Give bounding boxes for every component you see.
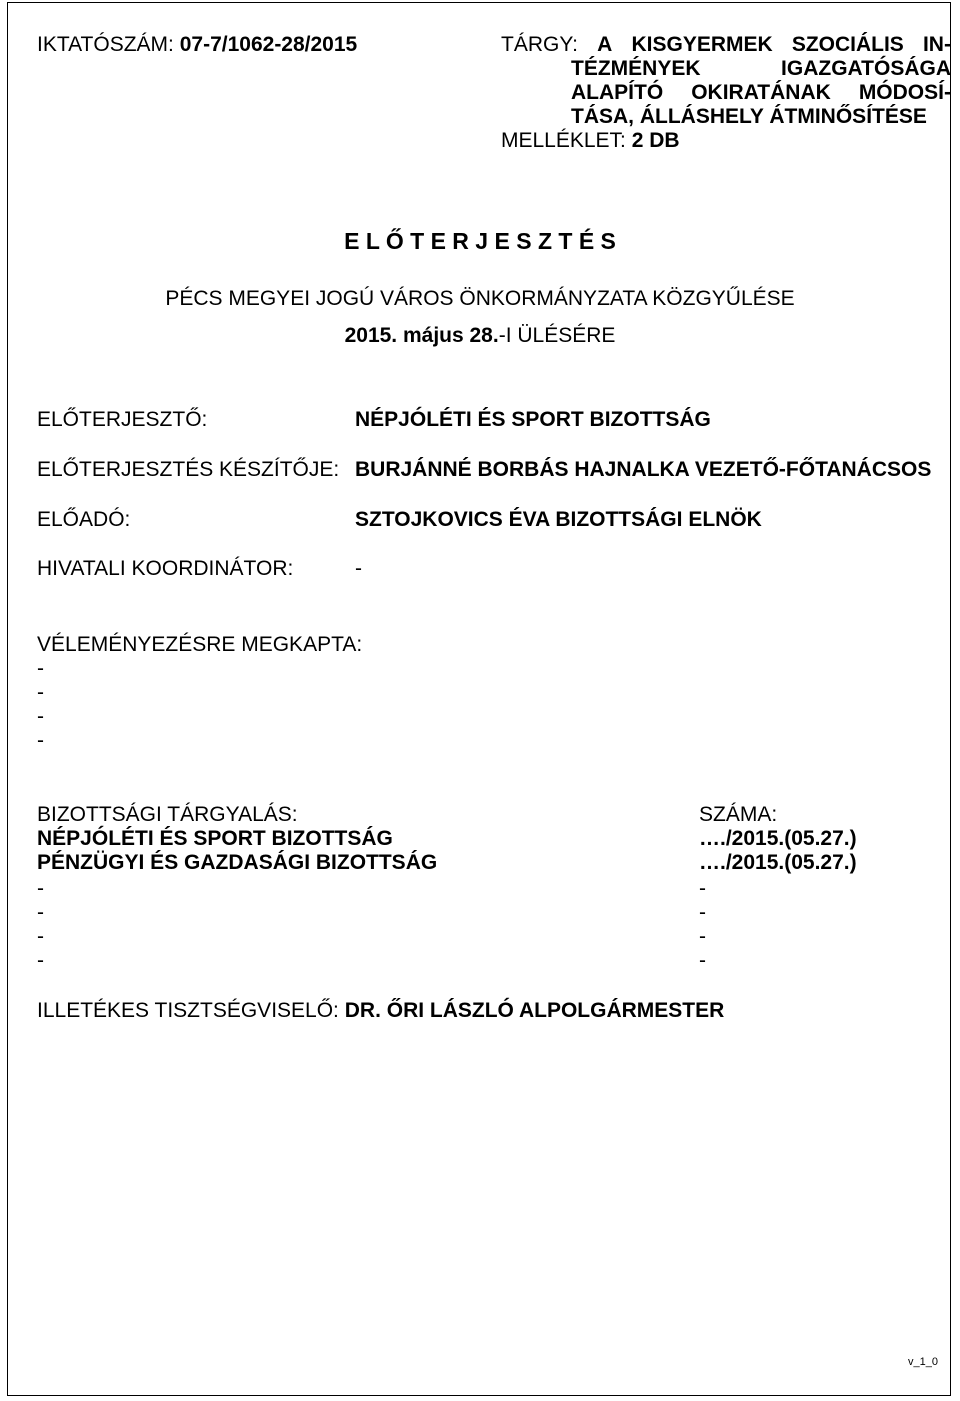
- version-label: v_1_0: [908, 1356, 938, 1368]
- subject-word: KISGYERMEK: [631, 33, 773, 56]
- committee-row-number: …./2015.(05.27.): [699, 827, 857, 850]
- preparer-label: ELŐTERJESZTÉS KÉSZÍTŐJE:: [37, 458, 340, 481]
- session-suffix: -I ÜLÉSÉRE: [498, 324, 616, 347]
- subject-word: ALAPÍTÓ: [571, 81, 664, 104]
- committee-row-number: -: [699, 877, 706, 900]
- coordinator-value: -: [355, 557, 362, 580]
- registry-line: [37, 33, 357, 57]
- document-title: E L Ő T E R J E S Z T É S: [344, 228, 616, 254]
- committee-label: BIZOTTSÁGI TÁRGYALÁS:: [37, 803, 298, 826]
- committee-row-number: -: [699, 925, 706, 948]
- subject-line-1: [501, 33, 951, 57]
- subject-word: SZOCIÁLIS: [791, 33, 904, 56]
- document-frame: [7, 2, 951, 1396]
- speaker-value: SZTOJKOVICS ÉVA BIZOTTSÁGI ELNÖK: [355, 508, 762, 531]
- assembly-name: PÉCS MEGYEI JOGÚ VÁROS ÖNKORMÁNYZATA KÖZGYŰLÉSE: [165, 287, 795, 310]
- committee-row-name: NÉPJÓLÉTI ÉS SPORT BIZOTTSÁG: [37, 827, 393, 850]
- registry-number: 07-7/1062-28/2015: [179, 33, 358, 56]
- registry-label: IKTATÓSZÁM:: [37, 33, 174, 56]
- review-item: -: [37, 729, 44, 752]
- official-value: DR. ŐRI LÁSZLÓ ALPOLGÁRMESTER: [344, 999, 725, 1022]
- subject-word: MÓDOSÍ-: [858, 81, 951, 104]
- subject-block: [501, 33, 951, 153]
- committee-row-name: PÉNZÜGYI ÉS GAZDASÁGI BIZOTTSÁG: [37, 851, 438, 874]
- subject-word: IN-: [922, 33, 951, 56]
- coordinator-label: HIVATALI KOORDINÁTOR:: [37, 557, 294, 580]
- subject-line-3: [501, 81, 951, 105]
- presenter-label: ELŐTERJESZTŐ:: [37, 408, 208, 431]
- session-date: 2015. május 28.: [344, 324, 499, 347]
- committee-row-name: -: [37, 901, 44, 924]
- review-item: -: [37, 681, 44, 704]
- attachment-line: [501, 129, 951, 153]
- subject-line-2: [501, 57, 951, 81]
- session-line: [8, 324, 952, 348]
- speaker-label: ELŐADÓ:: [37, 508, 131, 531]
- committee-row-name: -: [37, 877, 44, 900]
- subject-label: TÁRGY:: [501, 33, 579, 56]
- review-item: -: [37, 705, 44, 728]
- attachment-value: 2 DB: [631, 129, 680, 152]
- committee-row-name: -: [37, 925, 44, 948]
- official-line: [37, 999, 724, 1023]
- preparer-value: BURJÁNNÉ BORBÁS HAJNALKA VEZETŐ-FŐTANÁCSOS: [355, 458, 932, 481]
- subject-word: TÉZMÉNYEK: [571, 57, 701, 80]
- review-item: -: [37, 657, 44, 680]
- committee-row-number: -: [699, 949, 706, 972]
- review-label: VÉLEMÉNYEZÉSRE MEGKAPTA:: [37, 633, 363, 656]
- subject-word: A: [597, 33, 613, 56]
- attachment-label: MELLÉKLET:: [501, 129, 626, 152]
- committee-row-number: …./2015.(05.27.): [699, 851, 857, 874]
- subject-word: IGAZGATÓSÁGA: [781, 57, 951, 80]
- subject-line-4: TÁSA, ÁLLÁSHELY ÁTMINŐSÍTÉSE: [571, 105, 927, 128]
- official-label: ILLETÉKES TISZTSÉGVISELŐ:: [37, 999, 339, 1022]
- committee-number-label: SZÁMA:: [699, 803, 778, 826]
- presenter-value: NÉPJÓLÉTI ÉS SPORT BIZOTTSÁG: [355, 408, 711, 431]
- committee-row-name: -: [37, 949, 44, 972]
- subject-word: OKIRATÁNAK: [691, 81, 831, 104]
- committee-row-number: -: [699, 901, 706, 924]
